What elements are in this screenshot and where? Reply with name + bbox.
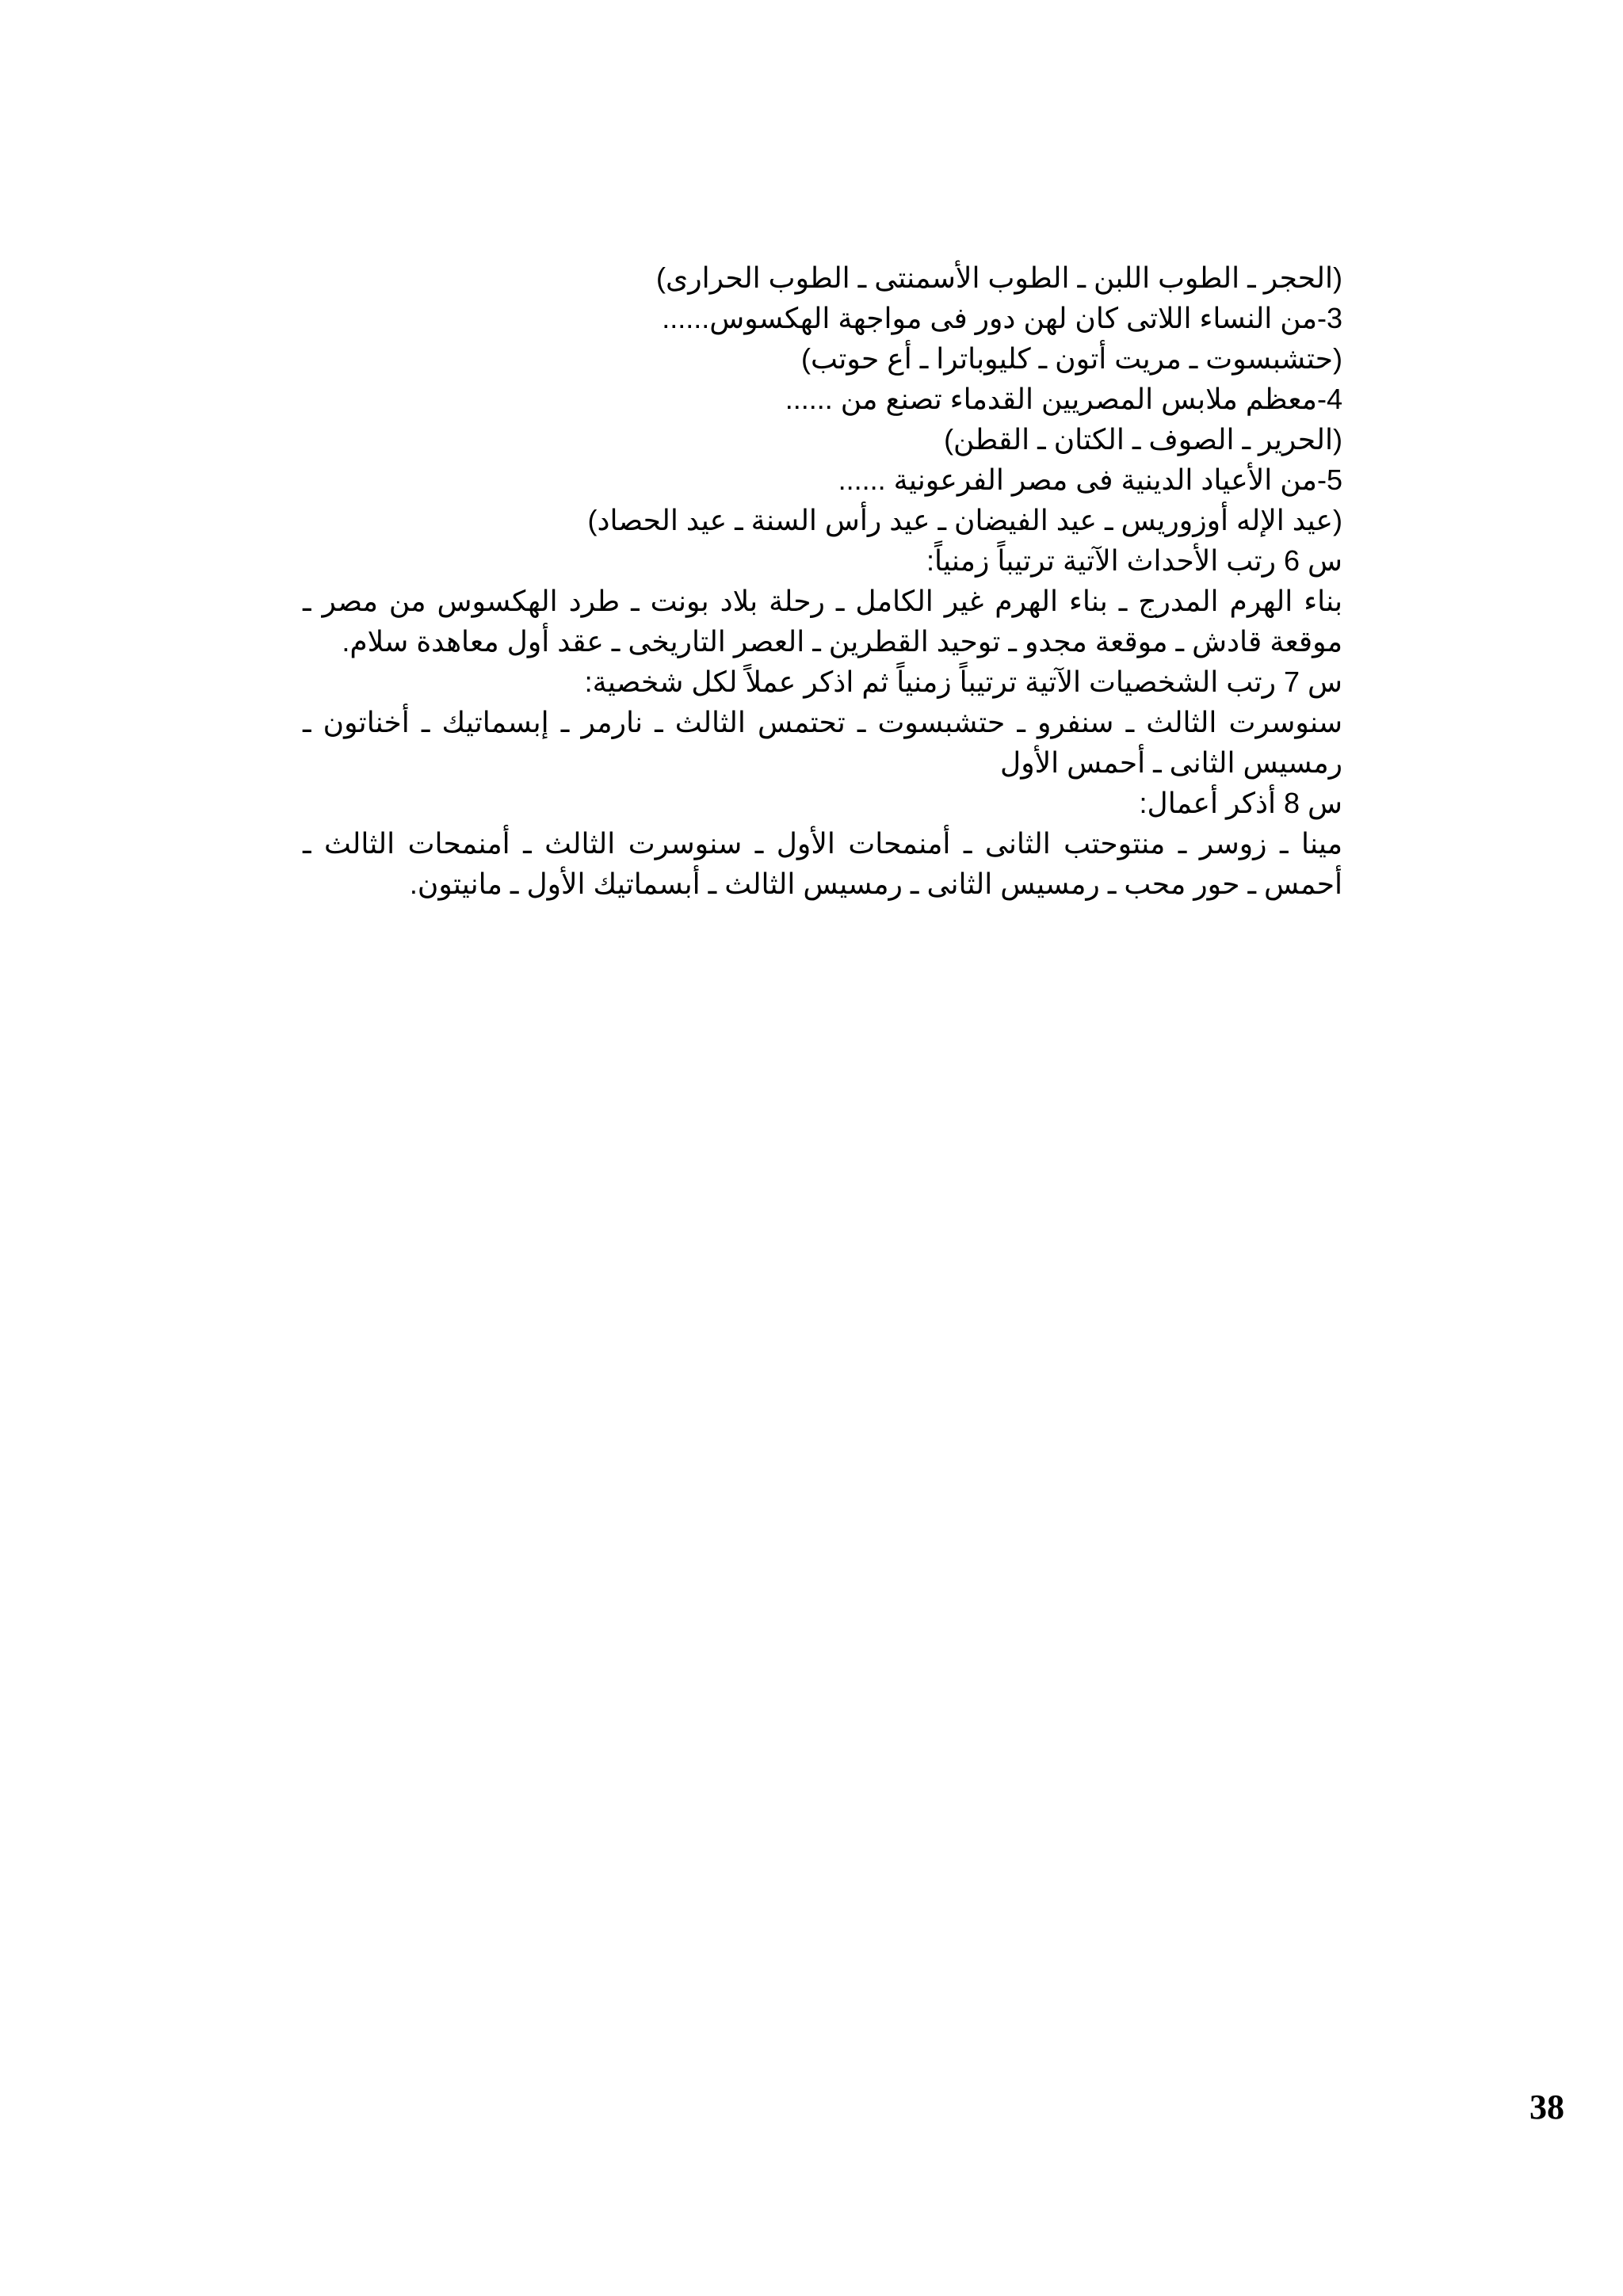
question-line-4: 4-معظم ملابس المصريين القدماء تصنع من ...... xyxy=(785,383,1342,415)
options-line-women: (حتشبسوت ـ مريت أتون ـ كليوباترا ـ أع حوتب) xyxy=(801,342,1342,375)
question-6-heading: س 6 رتب الأحداث الآتية ترتيباً زمنياً: xyxy=(926,544,1342,577)
question-6-events-line-2: موقعة قادش ـ موقعة مجدو ـ توحيد القطرين ـ العصر التاريخى ـ عقد أول معاهدة سلام. xyxy=(342,625,1342,658)
question-line-3: 3-من النساء اللاتى كان لهن دور فى مواجهة الهكسوس...... xyxy=(662,302,1342,334)
question-6-events-line-1: بناء الهرم المدرج ـ بناء الهرم غير الكامل ـ رحلة بلاد بونت ـ طرد الهكسوس من مصر ـ xyxy=(303,585,1342,617)
options-line-feasts: (عيد الإله أوزوريس ـ عيد الفيضان ـ عيد رأس السنة ـ عيد الحصاد) xyxy=(587,504,1342,536)
question-7-people-line-2: رمسيس الثانى ـ أحمس الأول xyxy=(1000,746,1342,779)
options-line-fabrics: (الحرير ـ الصوف ـ الكتان ـ القطن) xyxy=(944,423,1342,456)
question-7-heading: س 7 رتب الشخصيات الآتية ترتيباً زمنياً ثم اذكر عملاً لكل شخصية: xyxy=(584,666,1342,698)
page-number: 38 xyxy=(1529,2088,1564,2126)
question-8-people-line-2: أحمس ـ حور محب ـ رمسيس الثانى ـ رمسيس الثالث ـ أبسماتيك الأول ـ مانيتون. xyxy=(409,868,1342,900)
question-7-people-line-1: سنوسرت الثالث ـ سنفرو ـ حتشبسوت ـ تحتمس الثالث ـ نارمر ـ إبسماتيك ـ أخناتون ـ xyxy=(303,706,1342,738)
options-line-materials: (الحجر ـ الطوب اللبن ـ الطوب الأسمنتى ـ الطوب الحرارى) xyxy=(656,261,1342,294)
question-8-heading: س 8 أذكر أعمال: xyxy=(1139,787,1342,819)
question-8-people-line-1: مينا ـ زوسر ـ منتوحتب الثانى ـ أمنمحات الأول ـ سنوسرت الثالث ـ أمنمحات الثالث ـ xyxy=(303,827,1342,860)
page-body-text xyxy=(303,257,1342,904)
question-line-5: 5-من الأعياد الدينية فى مصر الفرعونية ...... xyxy=(838,463,1342,496)
